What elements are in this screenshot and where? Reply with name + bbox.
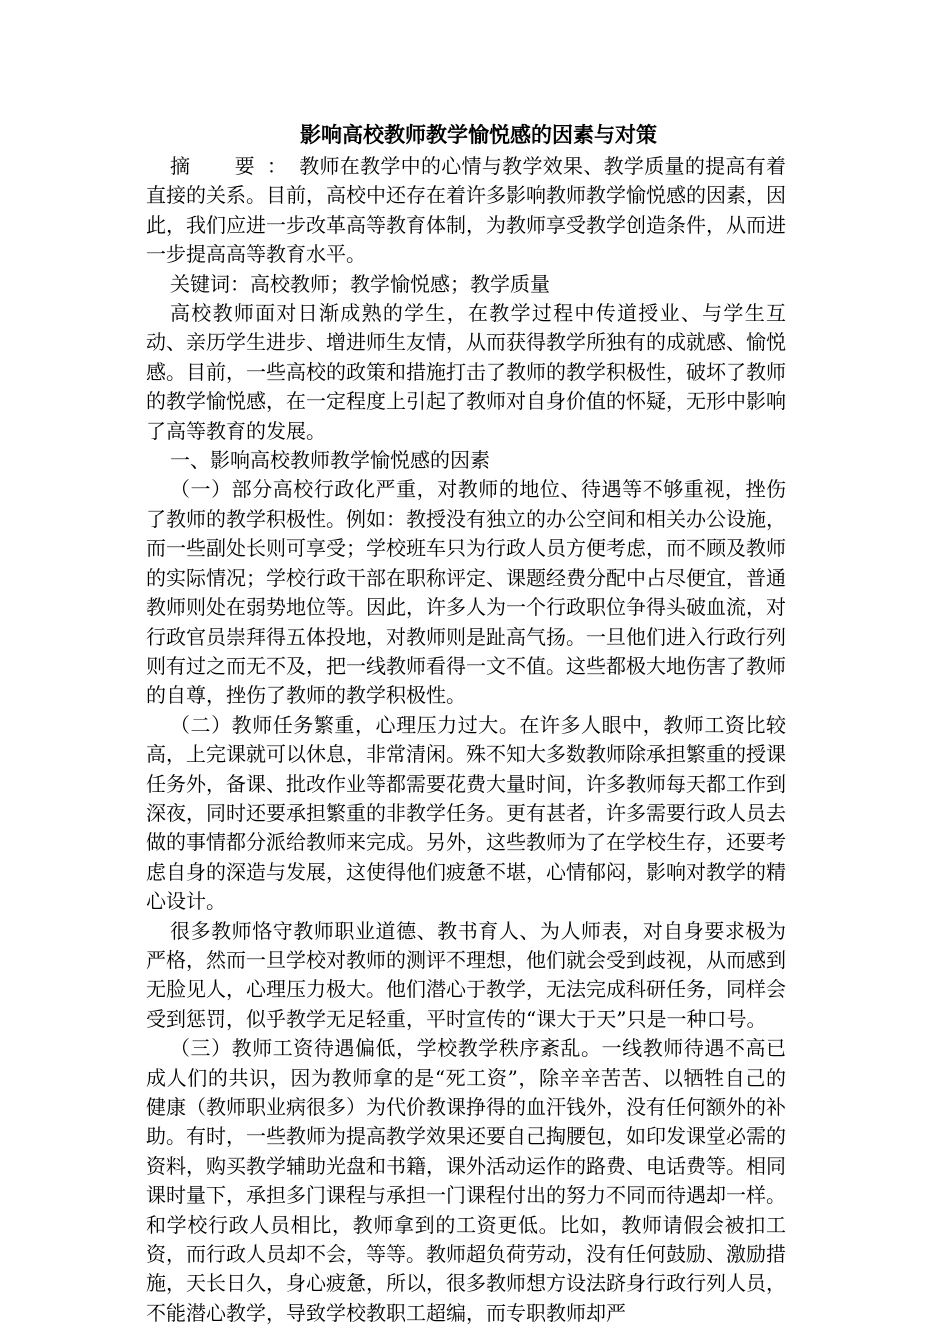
document-title: 影响高校教师教学愉悦感的因素与对策 xyxy=(300,122,657,147)
keywords-paragraph: 关键词：高校教师；教学愉悦感；教学质量 xyxy=(170,271,550,296)
abstract-paragraph xyxy=(146,152,786,270)
body-paragraph-point-3: （三）教师工资待遇偏低，学校教学秩序紊乱。一线教师待遇不高已成人们的共识，因为教师拿的是“死工资”，除辛辛苦苦、以牺牲自己的健康（教师职业病很多）为代价教课挣得的血汗钱外，没有任何额外的补助。有时，一些教师为提高教学效果还要自己掏腰包，如印发课堂必需的资料，购买教学辅助光盘和书籍，课外活动运作的路费、电话费等。相同课时量下，承担多门课程与承担一门课程付出的努力不同而待遇却一样。和学校行政人员相比，教师拿到的工资更低。比如，教师请假会被扣工资，而行政人员却不会，等等。教师超负荷劳动，没有任何鼓励、激励措施，天长日久，身心疲惫，所以，很多教师想方设法跻身行政行列人员，不能潜心教学，导致学校教职工超编，而专职教师却严 xyxy=(146,1036,786,1325)
body-paragraph-point-1: （一）部分高校行政化严重，对教师的地位、待遇等不够重视，挫伤了教师的教学积极性。例如：教授没有独立的办公空间和相关办公设施，而一些副处长则可享受；学校班车只为行政人员方便考虑，而不顾及教师的实际情况；学校行政干部在职称评定、课题经费分配中占尽便宜，普通教师则处在弱势地位等。因此，许多人为一个行政职位争得头破血流，对行政官员崇拜得五体投地，对教师则是趾高气扬。一旦他们进入行政行列则有过之而无不及，把一线教师看得一文不值。这些都极大地伤害了教师的自尊，挫伤了教师的教学积极性。 xyxy=(146,477,786,708)
body-paragraph-point-2-cont: 很多教师恪守教师职业道德、教书育人、为人师表，对自身要求极为严格，然而一旦学校对教师的测评不理想，他们就会受到歧视，从而感到无脸见人，心理压力极大。他们潜心于教学，无法完成科研任务，同样会受到惩罚，似乎教学无足轻重，平时宣传的“课大于天”只是一种口号。 xyxy=(146,918,786,1031)
section-heading-1: 一、影响高校教师教学愉悦感的因素 xyxy=(170,448,490,473)
abstract-label: 摘 要： xyxy=(170,154,300,178)
abstract-text: 教师在教学中的心情与教学效果、教学质量的提高有着直接的关系。目前，高校中还存在着许多影响教师教学愉悦感的因素，因此，我们应进一步改革高等教育体制，为教师享受教学创造条件，从而进一步提高高等教育水平。 xyxy=(146,154,787,267)
body-paragraph-intro: 高校教师面对日渐成熟的学生，在教学过程中传道授业、与学生互动、亲历学生进步、增进师生友情，从而获得教学所独有的成就感、愉悦感。目前，一些高校的政策和措施打击了教师的教学积极性，破坏了教师的教学愉悦感，在一定程度上引起了教师对自身价值的怀疑，无形中影响了高等教育的发展。 xyxy=(146,301,786,443)
document-page xyxy=(146,118,786,1328)
body-paragraph-point-2: （二）教师任务繁重，心理压力过大。在许多人眼中，教师工资比较高，上完课就可以休息，非常清闲。殊不知大多数教师除承担繁重的授课任务外，备课、批改作业等都需要花费大量时间，许多教师每天都工作到深夜，同时还要承担繁重的非教学任务。更有甚者，许多需要行政人员去做的事情都分派给教师来完成。另外，这些教师为了在学校生存，还要考虑自身的深造与发展，这使得他们疲惫不堪，心情郁闷，影响对教学的精心设计。 xyxy=(146,712,786,914)
